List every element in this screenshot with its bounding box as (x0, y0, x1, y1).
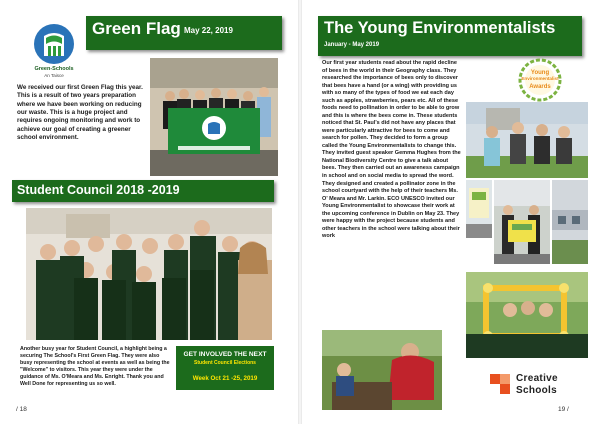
student-council-photo (26, 208, 272, 340)
get-involved-box (176, 346, 274, 390)
green-flag-title: Green Flag (92, 19, 181, 38)
green-flag-photo (150, 58, 278, 176)
left-page (0, 0, 298, 424)
page-number-right: 19 / (558, 406, 569, 413)
right-page (302, 0, 600, 424)
young-environmentalists-banner (318, 16, 582, 56)
creative-schools-line2: Schools (516, 385, 557, 396)
green-schools-logo-name: Green-Schools (34, 66, 74, 72)
young-environmentalist-awards-logo (518, 58, 562, 102)
student-council-title: Student Council 2018 -2019 (17, 183, 180, 197)
young-environmentalists-title: The Young Environmentalists (324, 19, 556, 37)
green-flag-date: May 22, 2019 (184, 26, 233, 35)
young-environmentalists-date: January - May 2019 (324, 42, 380, 48)
green-flag-body: We received our first Green Flag this year. This is a result of two years preparation where we have been working on reducing our waste. This is a huge project and requires ongoing monitoring and work to achieve our goal of creating a greener school environment. (17, 84, 143, 142)
get-involved-week: Week Oct 21 -25, 2019 (192, 375, 258, 382)
page-number-left: / 18 (16, 406, 27, 413)
courtyard-photo (552, 180, 588, 264)
creative-schools-mark-icon (490, 374, 510, 394)
students-in-flower-frame-photo (466, 272, 588, 358)
poster-photo-small (466, 180, 492, 238)
get-involved-title: GET INVOLVED THE NEXT (183, 351, 267, 358)
green-schools-logo (32, 22, 76, 80)
green-schools-flag-icon (32, 22, 76, 66)
gardening-photo (322, 330, 442, 410)
award-badge-line2: Environmentalist (521, 76, 559, 81)
award-badge-line1: Young (530, 70, 550, 76)
green-flag-banner (86, 16, 282, 50)
award-badge-line3: Awards (529, 84, 551, 90)
students-with-poster-photo (494, 180, 550, 264)
student-council-body: Another busy year for Student Council, a highlight being a securing The School's First Green Flag. They were also busy representing the school at events as well as being the "Welcome" to visitors. This year they were under the guidance of Ms. O'Meara and Ms. Enright. Thank you and Well Done for representing us so well. (20, 346, 170, 388)
young-environmentalists-group-photo (466, 102, 588, 178)
green-schools-logo-tagline: An Taisce (44, 73, 64, 78)
young-environmentalists-body: Our first year students read about the rapid decline of bees in the world in their Geography class. They researched the importance of bees only to discover that bees have a hand (or a wing) with providing us with so many of the types of food we eat each day such as apples, strawberries, pears etc. All of these foods need to pollination in order to be able to grow and this is where the bees come in. These students noticed that St. Paul's did not have any places that were particularly attractive for bees to come and search for pollen. They decided to form a group called the Young Environmentalists to change this. They invited guest speaker Gemma Hughes from the National Biodiversity Centre to give a talk about bees. They then carried out an awareness campaign in school and on social media to spread the word. They designed and created a pollinator zone in the school courtyard with the help of their teachers Ms. O' Meara and Mr. Larkin. ECO UNESCO invited our Young Environmentalist to showcase their work at the upcoming conference in Dublin on May 23. They were happy with the project because students and other teachers in the school were talking about their work (322, 60, 461, 240)
creative-schools-line1: Creative (516, 373, 558, 384)
student-council-banner (12, 180, 274, 202)
get-involved-subtitle: Student Council Elections (194, 360, 256, 366)
creative-schools-logo (490, 372, 590, 398)
